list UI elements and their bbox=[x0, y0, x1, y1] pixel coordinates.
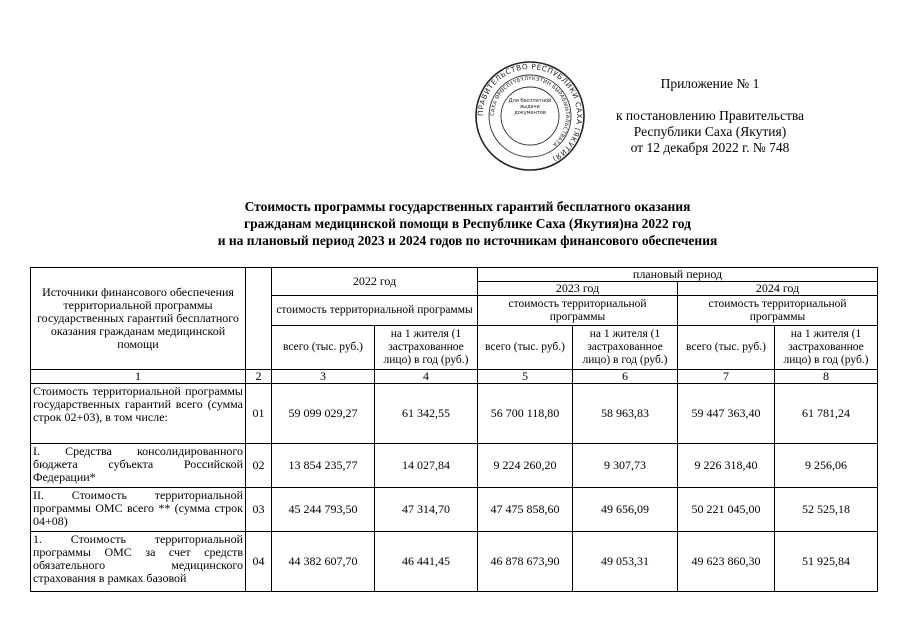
document-title bbox=[100, 198, 835, 249]
row-code: 03 bbox=[246, 488, 272, 532]
row-source-name: 1. Стоимость территориальной программы ОМС за счет средств обязательного медицинского страхования в рамках базовой bbox=[31, 532, 246, 592]
appendix-line: Республики Саха (Якутия) bbox=[633, 124, 787, 139]
cell-2022-per-capita: 61 342,55 bbox=[375, 384, 478, 444]
cell-2023-total: 46 878 673,90 bbox=[478, 532, 573, 592]
cell-2023-total: 9 224 260,20 bbox=[478, 444, 573, 488]
header-plan-period: плановый период bbox=[478, 268, 878, 282]
cell-2022-per-capita: 47 314,70 bbox=[375, 488, 478, 532]
cell-2024-per-capita: 61 781,24 bbox=[775, 384, 878, 444]
row-code: 02 bbox=[246, 444, 272, 488]
header-year-2023: 2023 год bbox=[478, 282, 678, 296]
cell-2023-per-capita: 49 656,09 bbox=[573, 488, 678, 532]
row-code: 04 bbox=[246, 532, 272, 592]
header-cost-2022: стоимость территориальной программы bbox=[272, 296, 478, 326]
column-number: 2 bbox=[246, 370, 272, 384]
header-total-2023: всего (тыс. руб.) bbox=[478, 326, 573, 370]
header-year-2024: 2024 год bbox=[678, 282, 878, 296]
cell-2023-per-capita: 9 307,73 bbox=[573, 444, 678, 488]
cell-2024-total: 9 226 318,40 bbox=[678, 444, 775, 488]
appendix-block bbox=[590, 76, 830, 156]
header-year-2022: 2022 год bbox=[272, 268, 478, 296]
appendix-title: Приложение № 1 bbox=[660, 76, 760, 91]
cell-2023-per-capita: 49 053,31 bbox=[573, 532, 678, 592]
header-per-capita-2023: на 1 жителя (1 застрахованное лицо) в год (руб.) bbox=[573, 326, 678, 370]
header-code bbox=[246, 268, 272, 370]
cell-2023-total: 47 475 858,60 bbox=[478, 488, 573, 532]
cell-2024-per-capita: 51 925,84 bbox=[775, 532, 878, 592]
cell-2023-per-capita: 58 963,83 bbox=[573, 384, 678, 444]
table-row bbox=[31, 384, 878, 444]
seal-inner-text: САХА ӨРӨСПҮҮБҮЛҮКЭТИН БЫРАБЫЫТАЛЬСТВАТА bbox=[489, 75, 571, 148]
header-cost-2024: стоимость территориальной программы bbox=[678, 296, 878, 326]
header-per-capita-2024: на 1 жителя (1 застрахованное лицо) в год (руб.) bbox=[775, 326, 878, 370]
cell-2022-total: 13 854 235,77 bbox=[272, 444, 375, 488]
cell-2022-per-capita: 46 441,45 bbox=[375, 532, 478, 592]
column-number: 8 bbox=[775, 370, 878, 384]
appendix-line: к постановлению Правительства bbox=[615, 108, 805, 123]
column-number: 7 bbox=[678, 370, 775, 384]
cell-2024-total: 49 623 860,30 bbox=[678, 532, 775, 592]
row-source-name: Стоимость территориальной программы государственных гарантий всего (сумма строк 02+03), в том числе: bbox=[31, 384, 246, 444]
table-row bbox=[31, 444, 878, 488]
cell-2022-per-capita: 14 027,84 bbox=[375, 444, 478, 488]
column-number: 4 bbox=[375, 370, 478, 384]
header-total-2024: всего (тыс. руб.) bbox=[678, 326, 775, 370]
cell-2024-total: 50 221 045,00 bbox=[678, 488, 775, 532]
title-line: Стоимость программы государственных гарантий бесплатного оказания bbox=[244, 199, 691, 214]
cell-2022-total: 44 382 607,70 bbox=[272, 532, 375, 592]
cell-2024-total: 59 447 363,40 bbox=[678, 384, 775, 444]
cell-2022-total: 45 244 793,50 bbox=[272, 488, 375, 532]
title-line: и на плановый период 2023 и 2024 годов по источникам финансового обеспечения bbox=[217, 233, 718, 248]
column-number: 5 bbox=[478, 370, 573, 384]
title-line: гражданам медицинской помощи в Республике Саха (Якутия)на 2022 год bbox=[244, 216, 691, 231]
header-per-capita-2022: на 1 жителя (1 застрахованное лицо) в год (руб.) bbox=[375, 326, 478, 370]
column-number: 1 bbox=[31, 370, 246, 384]
table-row bbox=[31, 532, 878, 592]
cell-2023-total: 56 700 118,80 bbox=[478, 384, 573, 444]
cell-2024-per-capita: 52 525,18 bbox=[775, 488, 878, 532]
header-cost-2023: стоимость территориальной программы bbox=[478, 296, 678, 326]
row-source-name: I. Средства консолидированного бюджета субъекта Российской Федерации* bbox=[31, 444, 246, 488]
seal-outer-text: ПРАВИТЕЛЬСТВО РЕСПУБЛИКИ САХА (ЯКУТИЯ) bbox=[475, 61, 585, 164]
header-source: Источники финансового обеспечения территориальной программы государственных гарантий бесплатного оказания гражданам медицинской помощи bbox=[31, 268, 246, 370]
official-seal bbox=[474, 60, 586, 172]
seal-center-text: Для бесплатной выдачи документов bbox=[508, 98, 552, 116]
table-row bbox=[31, 488, 878, 532]
column-number-row bbox=[31, 370, 878, 384]
cost-table bbox=[30, 267, 878, 592]
row-code: 01 bbox=[246, 384, 272, 444]
column-number: 6 bbox=[573, 370, 678, 384]
appendix-line: от 12 декабря 2022 г. № 748 bbox=[630, 140, 790, 155]
cell-2024-per-capita: 9 256,06 bbox=[775, 444, 878, 488]
column-number: 3 bbox=[272, 370, 375, 384]
header-total-2022: всего (тыс. руб.) bbox=[272, 326, 375, 370]
row-source-name: II. Стоимость территориальной программы ОМС всего ** (сумма строк 04+08) bbox=[31, 488, 246, 532]
cell-2022-total: 59 099 029,27 bbox=[272, 384, 375, 444]
